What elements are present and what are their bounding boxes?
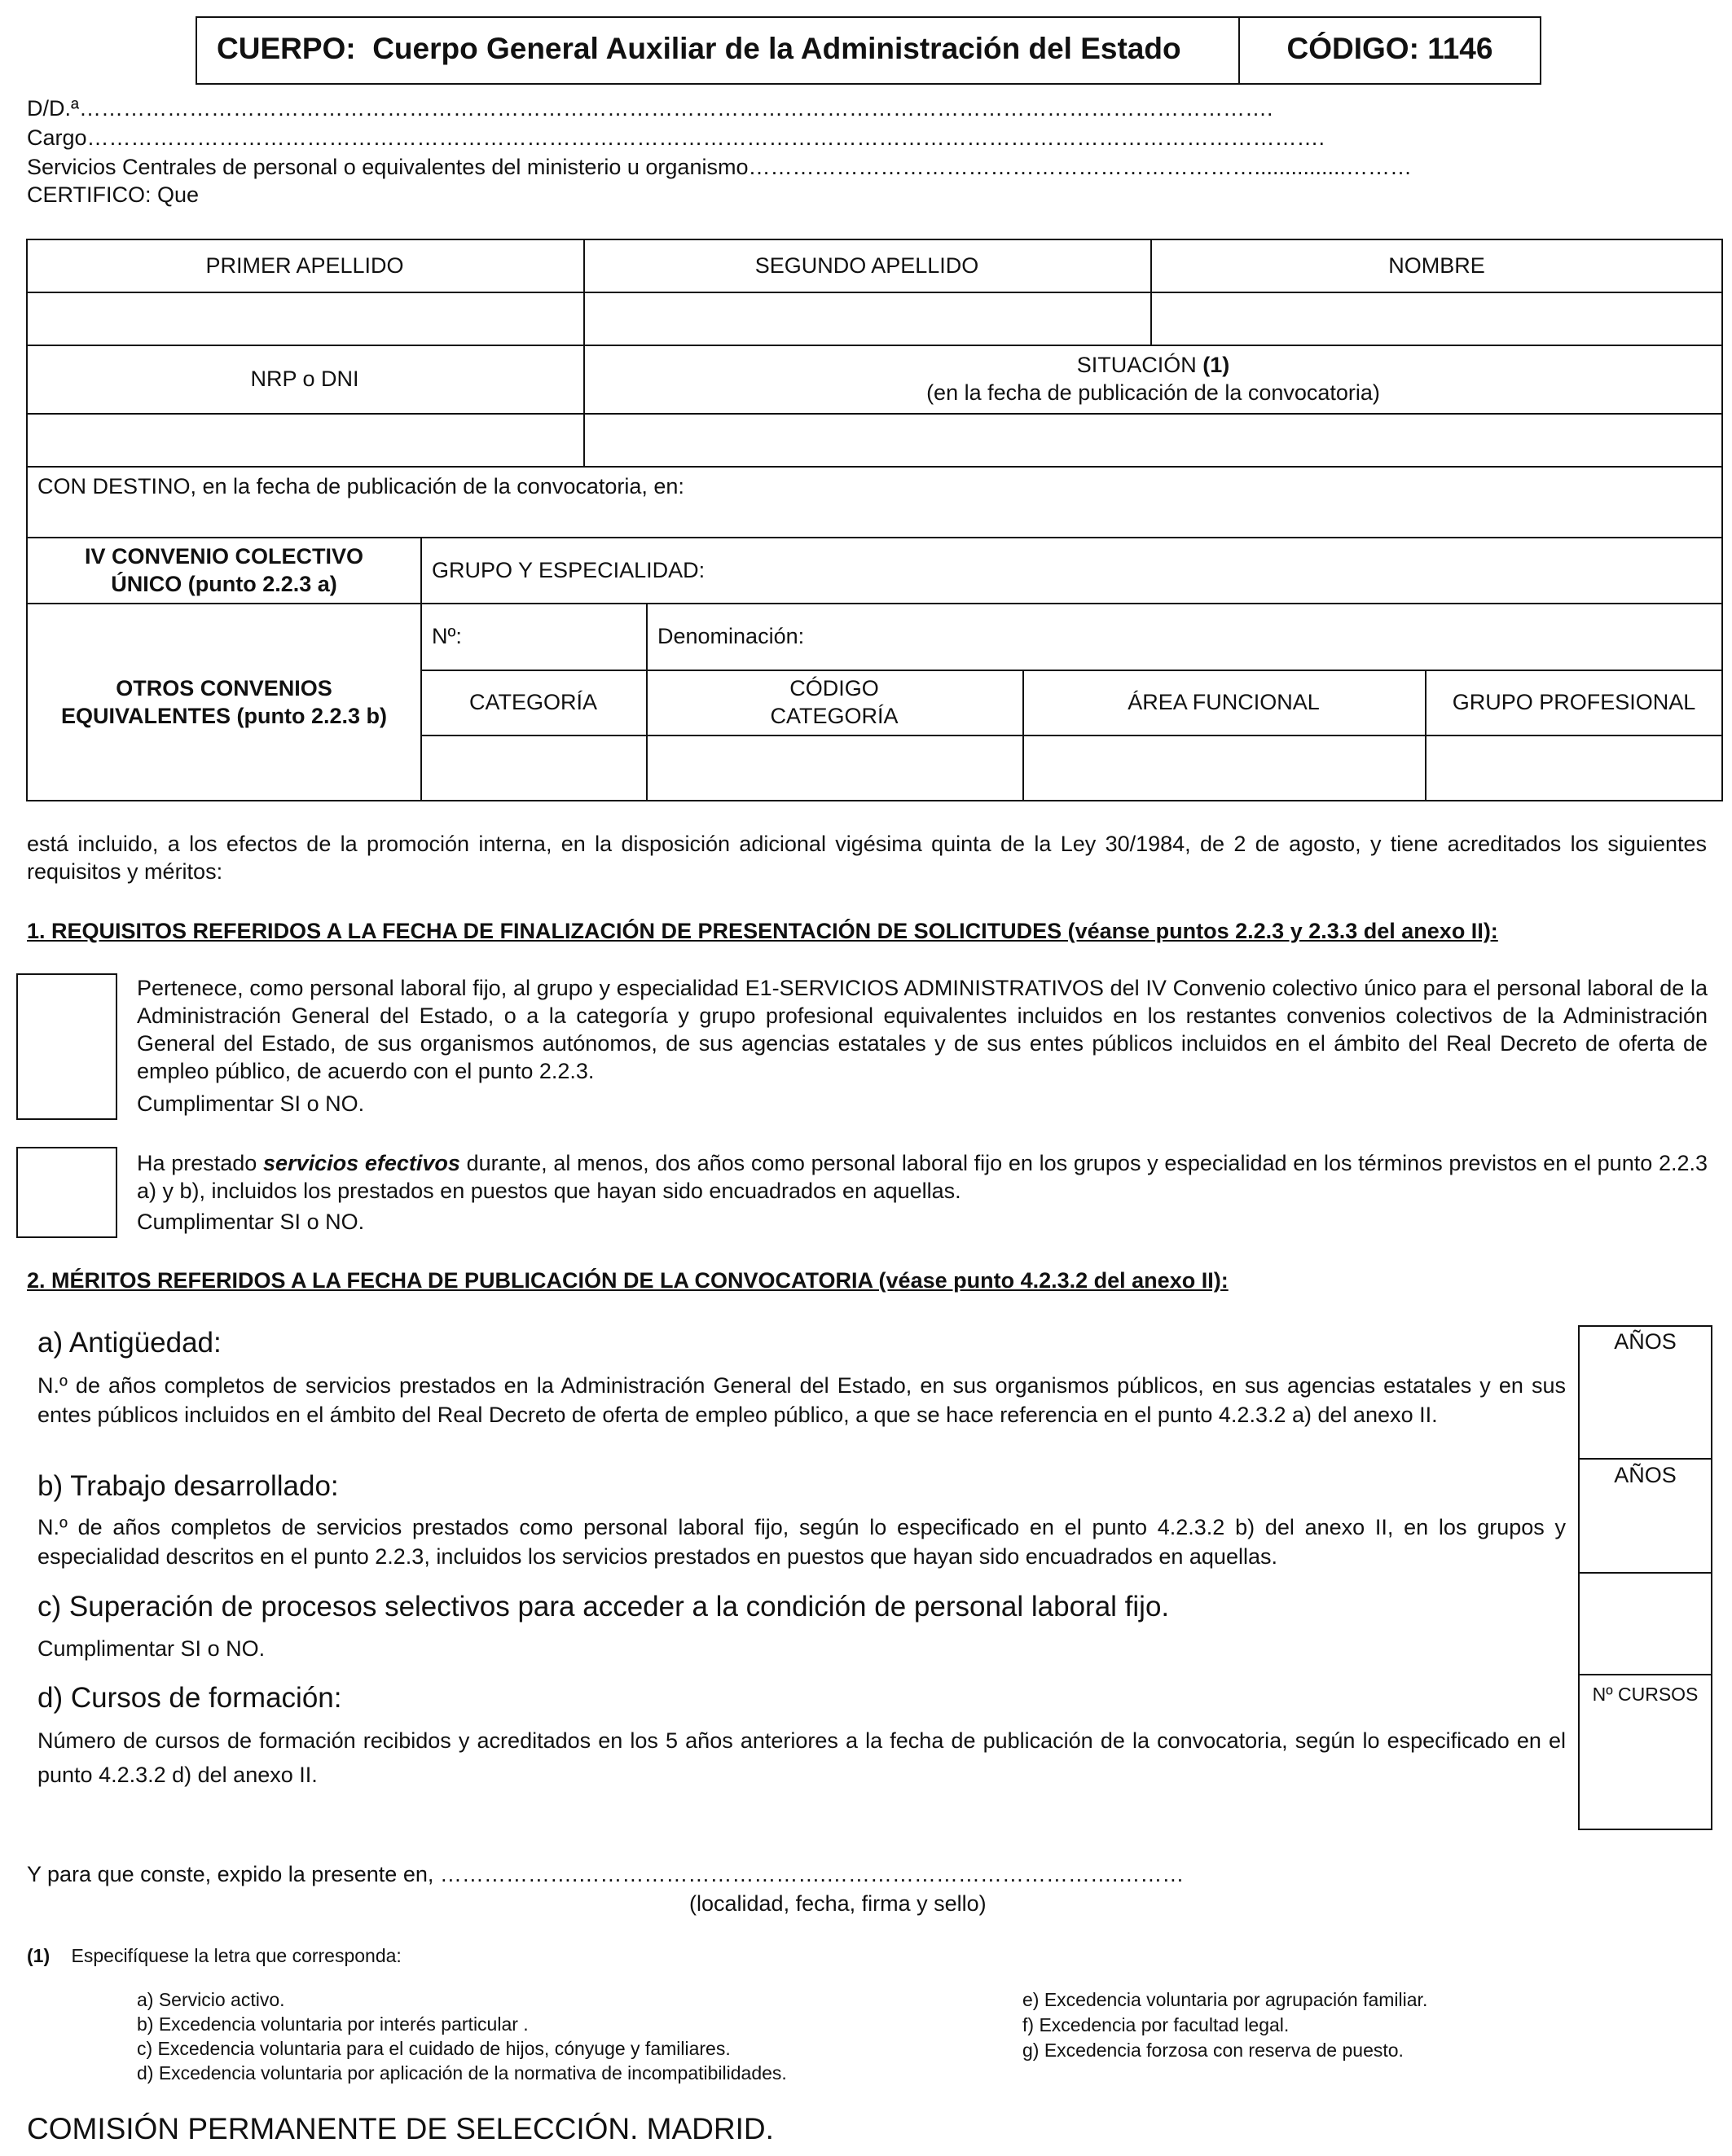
footnote-item: g) Excedencia forzosa con reserva de puesto. — [1022, 2040, 1404, 2061]
procesos-selectivos-field[interactable] — [1580, 1574, 1710, 1672]
cursos-field[interactable] — [1580, 1710, 1710, 1828]
codigo-categoria-field[interactable] — [648, 736, 1021, 800]
situacion-ref: (1) — [1202, 353, 1230, 377]
req2-rest: durante, al menos, dos años como personal laboral fijo en los grupos y especialidad en los términos previstos en el punto 2.2.3 a) y b), incluidos los prestados en puestos que hayan sido encuadrados en aquellas. — [137, 1151, 1708, 1203]
merits-box-rule — [1578, 1458, 1712, 1460]
footnote-label: Especifíquese la letra que corresponda: — [71, 1945, 402, 1966]
section1-title: 1. REQUISITOS REFERIDOS A LA FECHA DE FINALIZACIÓN DE PRESENTACIÓN DE SOLICITUDES (véanse puntos 2.2.3 y 2.3.3 del anexo II): — [27, 919, 1498, 943]
merit-a-title: a) Antigüedad: — [37, 1327, 222, 1359]
req2-prefix: Ha prestado — [137, 1151, 264, 1175]
footnote-header — [27, 1943, 402, 1968]
req2-checkbox[interactable] — [16, 1147, 117, 1238]
anos-field-1[interactable] — [1580, 1359, 1710, 1456]
header-codigo: CÓDIGO: 1146 — [1286, 32, 1493, 65]
dd-line: D/D.ª………………………………………………………………………………………………………………………………………………. — [27, 96, 1273, 121]
footnote-item: c) Excedencia voluntaria para el cuidado de hijos, cónyuge y familiares. — [137, 2038, 731, 2059]
footer-text: COMISIÓN PERMANENTE DE SELECCIÓN. MADRID. — [27, 2112, 774, 2145]
categoria-field[interactable] — [422, 736, 644, 800]
situacion-title — [1077, 351, 1230, 379]
closing-text: Y para que conste, expido la presente en, ……………….…………………………….………………………………….……… — [27, 1862, 1185, 1886]
merit-d-text: Número de cursos de formación recibidos y acreditados en los 5 años anteriores a la fecha de publicación de la convocatoria, según lo especificado en el punto 4.2.3.2 d) del anexo II. — [37, 1728, 1566, 1787]
area-funcional-field[interactable] — [1024, 736, 1423, 800]
cuerpo-value: Cuerpo General Auxiliar de la Administración del Estado — [372, 32, 1181, 65]
anos-label-2: AÑOS — [1614, 1463, 1677, 1487]
merit-b-title: b) Trabajo desarrollado: — [37, 1470, 339, 1502]
iv-convenio-label: IV CONVENIO COLECTIVO ÚNICO (punto 2.2.3 a) — [84, 543, 364, 596]
grupo-especialidad-label: GRUPO Y ESPECIALIDAD: — [432, 557, 706, 582]
situacion-label: SITUACIÓN — [1076, 353, 1203, 377]
situacion-header — [583, 345, 1723, 413]
area-funcional-header: ÁREA FUNCIONAL — [1128, 690, 1320, 714]
con-destino-label: CON DESTINO, en la fecha de publicación de la convocatoria, en: — [37, 474, 684, 498]
header-cuerpo — [217, 31, 1181, 67]
merit-d-title: d) Cursos de formación: — [37, 1682, 342, 1714]
req1-checkbox[interactable] — [16, 973, 117, 1120]
footnote-item: d) Excedencia voluntaria por aplicación de la normativa de incompatibilidades. — [137, 2062, 787, 2084]
denominacion-label: Denominación: — [657, 624, 805, 648]
cuerpo-label: CUERPO: — [217, 32, 356, 65]
nrp-dni-header: NRP o DNI — [250, 367, 359, 391]
req1-text: Pertenece, como personal laboral fijo, al grupo y especialidad E1-SERVICIOS ADMINISTRATIVOS del IV Convenio colectivo único para el personal laboral de la Administración General del Estado, o a la categoría y grupo profesional equivalentes incluidos en los restantes convenios colectivos de la Administración General del Estado, de sus organismos autónomos, de sus agencias estatales y de sus entes públicos incluidos en el ámbito del Real Decreto de oferta de empleo público, de acuerdo con el punto 2.2.3. — [137, 976, 1708, 1083]
merit-a-text: N.º de años completos de servicios prestados en la Administración General del Estado, en sus organismos públicos, en sus agencias estatales y en sus entes públicos incluidos en el ámbito del Real Decreto de oferta de empleo público, a que se hace referencia en el punto 4.2.3.2 a) del anexo II. — [37, 1373, 1566, 1427]
req2-note: Cumplimentar SI o NO. — [137, 1210, 365, 1234]
merits-box-rule — [1578, 1674, 1712, 1675]
primer-apellido-field[interactable] — [28, 293, 582, 345]
situacion-subtitle: (en la fecha de publicación de la convocatoria) — [926, 380, 1380, 405]
nombre-header: NOMBRE — [1388, 252, 1485, 278]
grupo-profesional-header: GRUPO PROFESIONAL — [1452, 690, 1696, 714]
cargo-line: Cargo……………………………………………………………………………………………………………………………………………………. — [27, 125, 1325, 150]
segundo-apellido-field[interactable] — [585, 293, 1149, 345]
anos-field-2[interactable] — [1580, 1492, 1710, 1570]
primer-apellido-header: PRIMER APELLIDO — [205, 252, 404, 278]
segundo-apellido-header: SEGUNDO APELLIDO — [754, 252, 979, 278]
situacion-field[interactable] — [585, 415, 1721, 466]
footnote-ref: (1) — [27, 1945, 51, 1966]
merit-c-title: c) Superación de procesos selectivos para acceder a la condición de personal laboral fijo. — [37, 1591, 1170, 1622]
servicios-line: Servicios Centrales de personal o equivalentes del ministerio u organismo……………………………………………………………...............……… — [27, 155, 1412, 179]
closing-sub: (localidad, fecha, firma y sello) — [689, 1891, 987, 1916]
categoria-header: CATEGORÍA — [468, 690, 598, 714]
nrp-dni-field[interactable] — [28, 415, 582, 466]
footnote-item: e) Excedencia voluntaria por agrupación familiar. — [1022, 1989, 1428, 2010]
nombre-field[interactable] — [1152, 293, 1721, 345]
merit-c-text: Cumplimentar SI o NO. — [37, 1636, 266, 1661]
intro-paragraph: está incluido, a los efectos de la promoción interna, en la disposición adicional vigésima quinta de la Ley 30/1984, de 2 de agosto, y tiene acreditados los siguientes requisitos y méritos: — [27, 832, 1707, 884]
footnote-right-list — [1022, 1987, 1427, 2063]
otros-convenios-label: OTROS CONVENIOS EQUIVALENTES (punto 2.2.3 b) — [60, 676, 388, 728]
merits-box-rule — [1578, 1572, 1712, 1574]
anos-label-1: AÑOS — [1614, 1329, 1677, 1354]
footnote-item: f) Excedencia por facultad legal. — [1022, 2014, 1290, 2035]
section2-title: 2. MÉRITOS REFERIDOS A LA FECHA DE PUBLICACIÓN DE LA CONVOCATORIA (véase punto 4.2.3.2 del anexo II): — [27, 1268, 1229, 1293]
req1-note: Cumplimentar SI o NO. — [137, 1091, 365, 1116]
footnote-item: a) Servicio activo. — [137, 1989, 285, 2010]
grupo-profesional-field[interactable] — [1426, 736, 1721, 800]
merit-b-text: N.º de años completos de servicios prestados como personal laboral fijo, según lo especificado en el punto 4.2.3.2 b) del anexo II, en los grupos y especialidad descritos en el punto 2.2.3, incluidos los servicios prestados en puestos que hayan sido encuadrados en aquellas. — [37, 1515, 1566, 1569]
footnote-item: b) Excedencia voluntaria por interés particular . — [137, 2013, 529, 2035]
cursos-label: Nº CURSOS — [1592, 1684, 1699, 1705]
footnote-left-list — [137, 1987, 787, 2085]
req2-text — [137, 1149, 1708, 1205]
req2-emphasis: servicios efectivos — [263, 1151, 460, 1175]
numero-label: Nº: — [432, 624, 462, 648]
codigo-categoria-header: CÓDIGO CATEGORÍA — [770, 676, 899, 728]
certifico-line: CERTIFICO: Que — [27, 182, 200, 207]
